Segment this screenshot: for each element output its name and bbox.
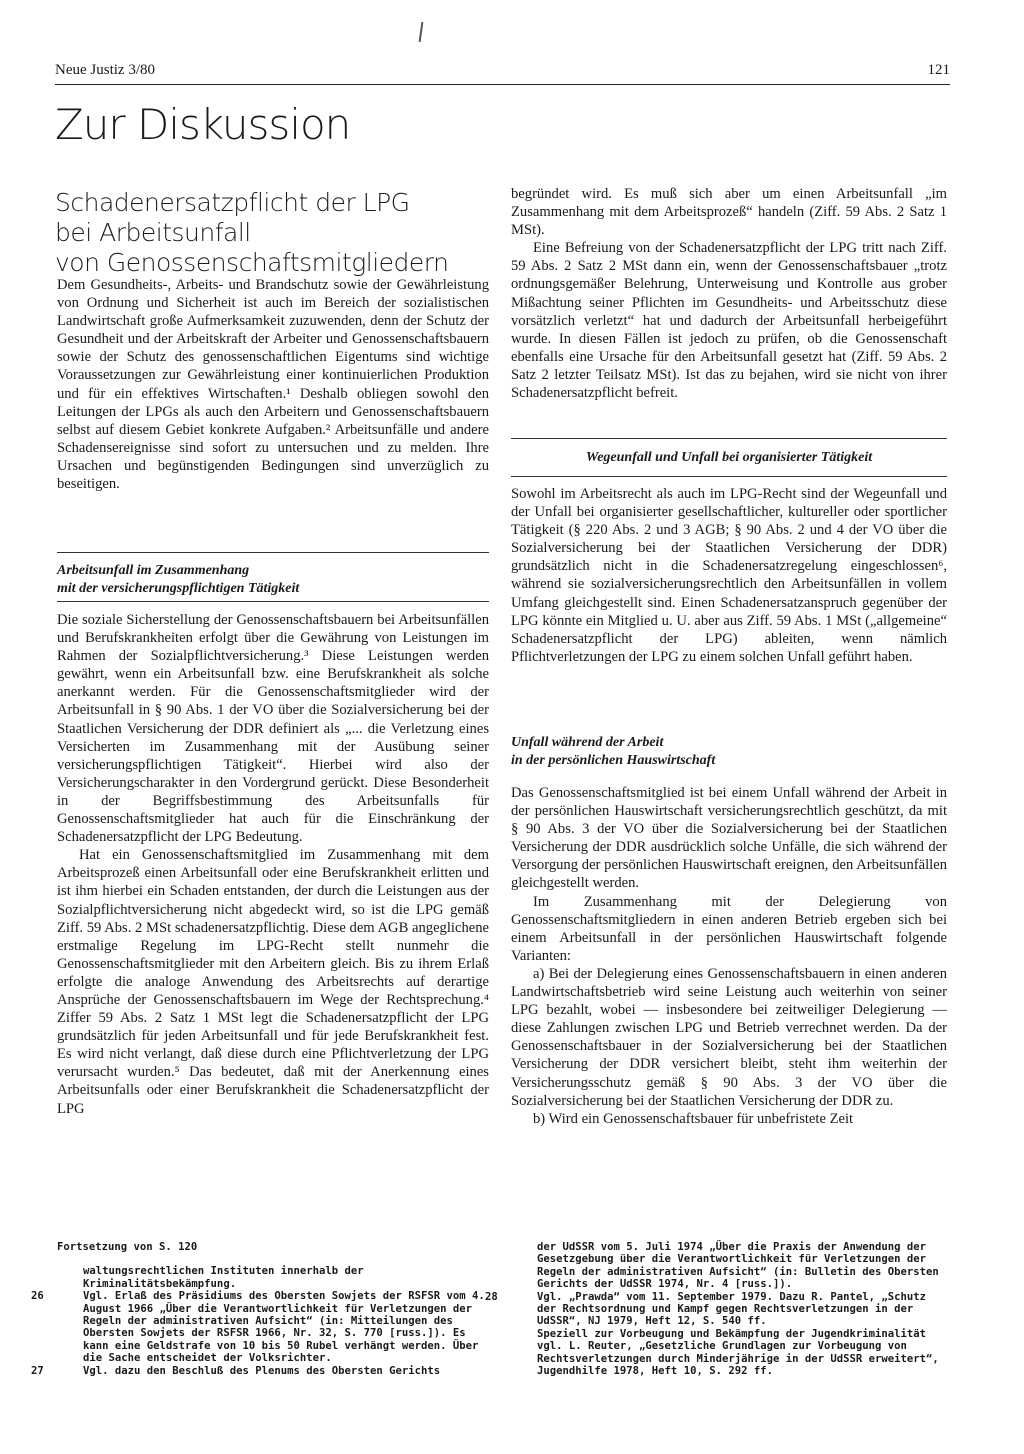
- subheading-line: mit der versicherungspflichtigen Tätigkeit: [57, 581, 300, 596]
- footnote-number: 28: [485, 1290, 498, 1303]
- footnote-26: [31, 1290, 489, 1365]
- page-number: 121: [927, 62, 950, 78]
- paragraph: Hat ein Genossenschaftsmitglied im Zusammenhang mit dem Arbeitsprozeß einen Arbeitsunfall oder eine Berufskrankheit erlitten und ist ihm hierbei ein Schaden entstanden, der durch die Leistungen aus der Sozialpflichtversicherung nicht abgedeckt wird, so ist die LPG gemäß Ziff. 59 Abs. 2 MSt schadenersatzpflichtig. Diese dem AGB angeglichene erstmalige Regelung im LPG-Recht stellt nunmehr die Genossenschaftsmitglieder mit den Arbeitern gleich. Bis zu ihrem Erlaß erfolgte die analoge Anwendung des Arbeitsrechts auf derartige Ansprüche der Genossenschaftsbauern im Wege der Rechtsprechung.⁴ Ziffer 59 Abs. 2 Satz 1 MSt legt die Schadenersatzpflicht der LPG grundsätzlich für jeden Arbeitsunfall und für jede Berufskrankheit fest. Es wird nicht verlangt, daß diese durch eine Pflichtverletzung der LPG verursacht wurden.⁵ Das bedeutet, daß mit der Anerkennung eines Arbeitsunfalls oder einer Berufskrankheit die Schadenersatzpflicht der LPG: [57, 847, 489, 1117]
- subheading-hauswirtschaft: [511, 734, 947, 770]
- paragraph: Sowohl im Arbeitsrecht als auch im LPG-Recht sind der Wegeunfall und der Unfall bei organisierter gesellschaftlicher, kultureller oder sportlicher Tätigkeit (§ 220 Abs. 2 und 3 AGB; § 90 Abs. 2 und 4 der VO über die Sozialversicherung bei der Staatlichen Versicherung der DDR) grundsätzlich nicht in die Schadenersatzregelung eingeschlossen⁶, während sie sozialversicherungsrechtlich den Arbeitsunfällen in vollem Umfang gleichgestellt sind. Einen Schadenersatzanspruch gegenüber der LPG könnte ein Mitglied u. U. aber aus Ziff. 59 Abs. 1 MSt („allgemeine“ Schadenersatzpflicht der LPG) ableiten, wenn nämlich Pflichtverletzungen der LPG zu einem solchen Unfall geführt haben.: [511, 486, 947, 665]
- right-column-wegeunfall: [511, 485, 947, 666]
- subheading-line: in der persönlichen Hauswirtschaft: [511, 753, 716, 768]
- section-title: Zur Diskussion: [55, 100, 351, 149]
- paragraph: a) Bei der Delegierung eines Genossenschaftsbauern in einen anderen Landwirtschaftsbetrieb wird seine Leistung auch weiterhin von seiner LPG bezahlt, wobei — insbesondere bei zeitweiliger Delegierung — diese Zahlungen zwischen LPG und Betrieb verrechnet werden. Da der Genossenschaftsbauer in der Sozialversicherung bei der Staatlichen Versicherung der DDR versichert bleibt, steht ihm weiterhin der Versicherungsschutz gemäß § 90 Abs. 3 der VO über die Sozialversicherung bei der Staatlichen Versicherung der DDR zu.: [511, 965, 947, 1109]
- footnote-number: 26: [31, 1290, 44, 1303]
- intro-paragraph: [57, 276, 489, 493]
- paragraph: b) Wird ein Genossenschaftsbauer für unbefristete Zeit: [533, 1110, 854, 1127]
- article-title-line: bei Arbeitsunfall: [55, 218, 251, 247]
- footnote-heading: Fortsetzung von S. 120: [57, 1241, 198, 1253]
- footnote-28: [485, 1290, 947, 1328]
- divider: [511, 438, 947, 439]
- footnote-28-continuation: Speziell zur Vorbeugung und Bekämpfung der Jugendkriminalität vgl. L. Reuter, „Gesetzliche Grundlagen zur Vorbeugung von Rechtsverletzungen durch Minderjährige in der UdSSR erweitert“, Jugendhilfe 1978, Heft 10, S. 292 ff.: [537, 1327, 939, 1378]
- paragraph: begründet wird. Es muß sich aber um einen Arbeitsunfall „im Zusammenhang mit dem Arbeitsprozeß“ handeln (Ziff. 59 Abs. 2 Satz 1 MSt).: [511, 186, 947, 239]
- journal-name: Neue Justiz 3/80: [55, 62, 155, 78]
- paragraph: Im Zusammenhang mit der Delegierung von Genossenschaftsmitgliedern in einen anderen Betrieb ergeben sich bei einem Arbeitsunfall in der persönlichen Hauswirtschaft folgende Varianten:: [511, 893, 947, 964]
- left-column-body: [57, 611, 489, 1118]
- subheading-line: Arbeitsunfall im Zusammenhang: [57, 563, 250, 578]
- article-title-line: von Genossenschaftsmitgliedern: [55, 248, 449, 277]
- subheading-line: Unfall während der Arbeit: [511, 735, 664, 750]
- right-column-top: [511, 185, 947, 402]
- subheading-arbeitsunfall: [57, 562, 489, 598]
- footnote-27: [31, 1364, 489, 1377]
- article-title: [55, 188, 495, 278]
- footnote-continuation: waltungsrechtlichen Instituten innerhalb der Kriminalitätsbekämpfung.: [83, 1265, 364, 1290]
- subheading-wegeunfall: [511, 449, 947, 467]
- footnote-text: Vgl. Erlaß des Präsidiums des Obersten Sowjets der RSFSR vom 4. August 1966 „Über die Verantwortlichkeit für Verletzungen der Regeln der administrativen Aufsicht“ (in: Mitteilungen des Obersten Sowjets der RSFSR 1966, Nr. 32, S. 770 [russ.]). Es kann eine Geldstrafe von 10 bis 50 Rubel verhängt werden. Über die Sache entscheidet der Volksrichter.: [83, 1290, 485, 1365]
- paragraph: Eine Befreiung von der Schadenersatzpflicht der LPG tritt nach Ziff. 59 Abs. 2 Satz 2 MSt dann ein, wenn der Genossenschaftsbauer „trotz ordnungsgemäßer Belehrung, Unterweisung und Kontrolle aus grober Mißachtung seiner Pflichten im Gesundheits- und Arbeitsschutz diese vorsätzlich verletzt“ hat und dadurch der Arbeitsunfall herbeigeführt wurde. In diesen Fällen ist jedoch zu prüfen, ob die Genossenschaft ebenfalls eine Ursache für den Arbeitsunfall gesetzt hat (Ziff. 59 Abs. 2 Satz 2 letzter Teilsatz MSt). Ist das zu bejahen, wird sie nicht von ihrer Schadenersatzpflicht befreit.: [511, 240, 947, 402]
- paragraph: Die soziale Sicherstellung der Genossenschaftsbauern bei Arbeitsunfällen und Berufskrankheiten erfolgt über die Gewährung von Leistungen im Rahmen der Sozialpflichtversicherung.³ Diese Leistungen werden gewährt, wenn ein Arbeitsunfall bzw. eine Berufskrankheit als solche anerkannt werden. Für die Genossenschaftsmitglieder wird der Arbeitsunfall in § 90 Abs. 1 der VO über die Sozialversicherung bei der Staatlichen Versicherung der DDR definiert als „... die Verletzung eines Versicherten im Zusammenhang mit der Ausübung seiner versicherungspflichtigen Tätigkeit“. Hierbei wird also der Versicherungscharakter in den Vordergrund gerückt. Diese Besonderheit in der Begriffsbestimmung des Arbeitsunfalls für Genossenschaftsmitglieder hat auch für die Einschränkung der Schadenersatzpflicht der LPG Bedeutung.: [57, 612, 489, 846]
- subheading-line: Wegeunfall und Unfall bei organisierter Tätigkeit: [585, 450, 873, 465]
- footnote-number: 27: [31, 1364, 44, 1377]
- divider: [511, 476, 947, 477]
- divider: [57, 601, 489, 602]
- right-column-hauswirtschaft: [511, 784, 947, 1128]
- footnotes-right: [485, 1241, 947, 1378]
- footnotes-left: [31, 1241, 489, 1377]
- footnote-continuation: der UdSSR vom 5. Juli 1974 „Über die Praxis der Anwendung der Gesetzgebung über die Verantwortlichkeit für Verletzungen der Regeln der administrativen Aufsicht“ (in: Bulletin des Obersten Gerichts der UdSSR 1974, Nr. 4 [russ.]).: [537, 1241, 939, 1291]
- scan-mark: [419, 22, 424, 42]
- page-header: [55, 62, 950, 85]
- paragraph: Das Genossenschaftsmitglied ist bei einem Unfall während der Arbeit in der persönlichen Hauswirtschaft versicherungsrechtlich geschützt, da mit § 90 Abs. 3 der VO über die Sozialversicherung bei der Staatlichen Versicherung der DDR ausdrücklich solche Unfälle, die sich während der Versorgung der persönlichen Hauswirtschaft ereignen, den Arbeitsunfällen gleichgestellt werden.: [511, 785, 947, 892]
- divider: [57, 552, 489, 553]
- footnote-text: Vgl. dazu den Beschluß des Plenums des Obersten Gerichts: [83, 1364, 441, 1377]
- footnote-text: Vgl. „Prawda“ vom 11. September 1979. Dazu R. Pantel, „Schutz der Rechtsordnung und Kampf gegen Rechtsverletzungen in der UdSSR“, NJ 1979, Heft 12, S. 540 ff.: [537, 1290, 927, 1328]
- intro-text: Dem Gesundheits-, Arbeits- und Brandschutz sowie der Gewährleistung von Ordnung und Sicherheit ist auch im Bereich der sozialistischen Landwirtschaft große Aufmerksamkeit zuzuwenden, denn der Schutz der Gesundheit und der Arbeitskraft der Arbeiter und Genossenschaftsbauern sowie der Schutz des genossenschaftlichen Eigentums sind wichtige Voraussetzungen zur Gewährleistung einer kontinuierlichen Produktion und für ein effektives Wirtschaften.¹ Deshalb obliegen sowohl den Leitungen der LPGs als auch den Arbeitern und Genossenschaftsbauern selbst auf diesem Gebiet konkrete Aufgaben.² Arbeitsunfälle und andere Schadensereignisse sind sofort zu untersuchen und zu melden. Ihre Ursachen und begünstigenden Bedingungen sind unverzüglich zu beseitigen.: [57, 277, 489, 493]
- article-title-line: Schadenersatzpflicht der LPG: [55, 188, 410, 217]
